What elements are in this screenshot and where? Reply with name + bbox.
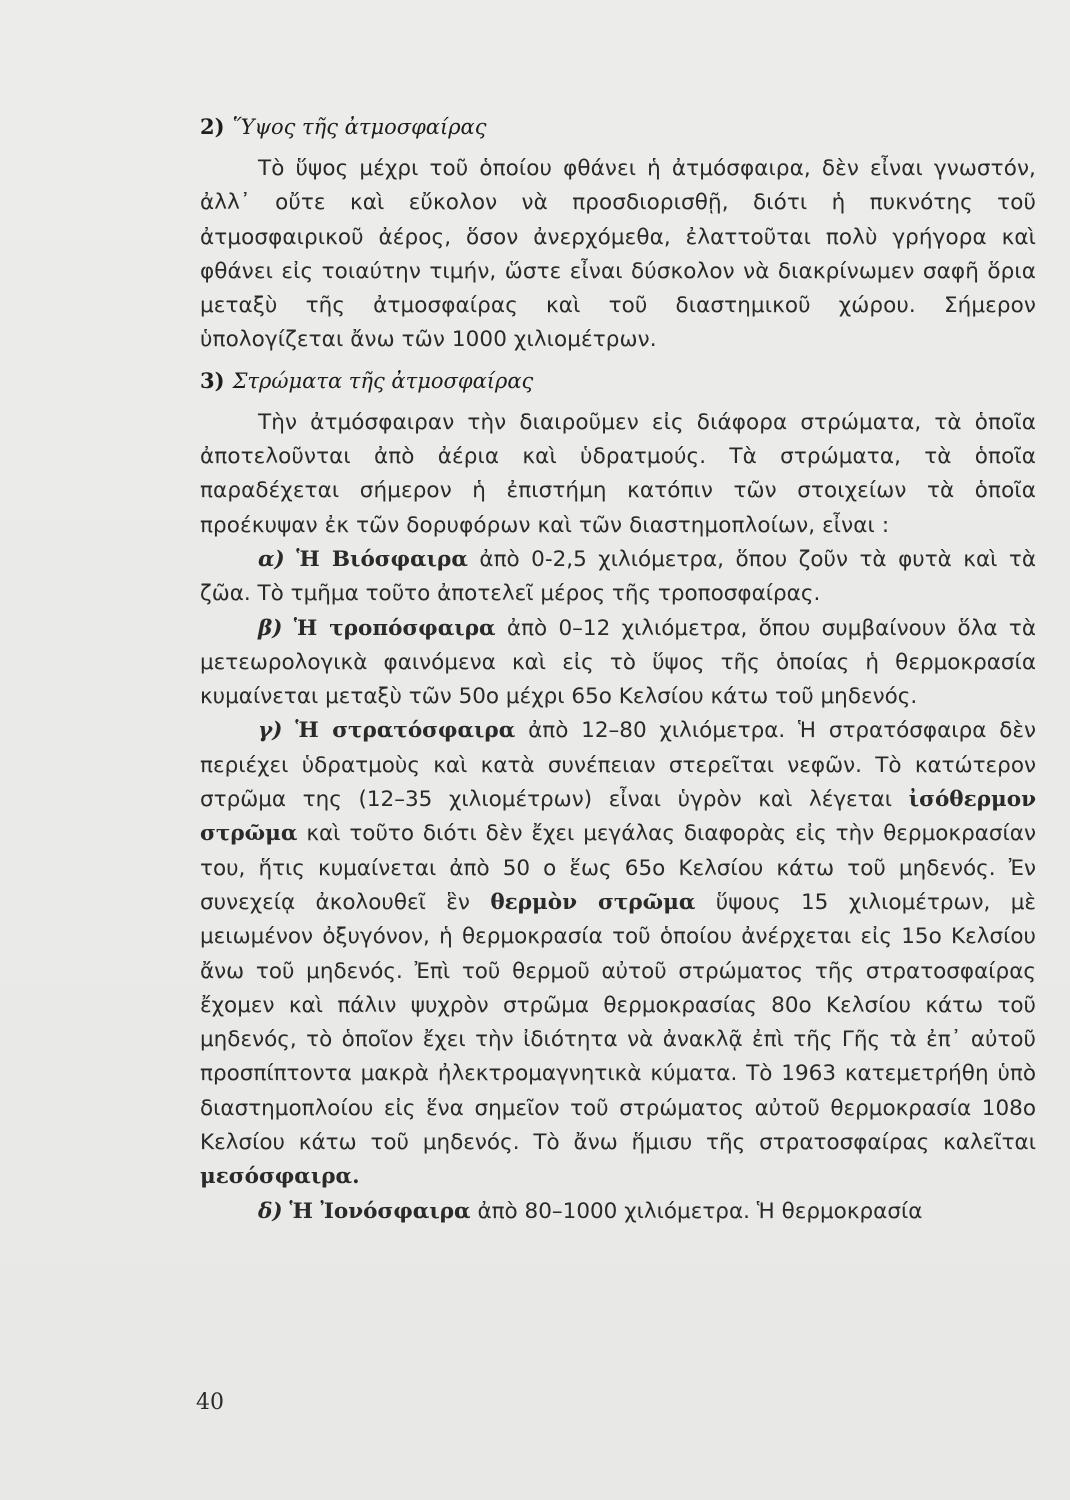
item-b-label: β) bbox=[258, 615, 283, 641]
section-3-heading bbox=[200, 364, 1036, 398]
item-c-text-3: ὕψους 15 χιλιομέτρων, μὲ μειωμένον ὀξυγόνον, ἡ θερμοκρασία τοῦ ὁποίου ἀνέρχεται εἰς 15ο Κελσίου ἄνω τοῦ μηδενός. Ἐπὶ τοῦ θερμοῦ αὐτοῦ στρώματος τῆς στρατοσφαίρας ἔχομεν καὶ πάλιν ψυχρὸν στρῶμα θερμοκρασίας 80ο Κελσίου κάτω τοῦ μηδενός, τὸ ὁποῖον ἔχει τὴν ἰδιότητα νὰ ἀνακλᾷ ἐπὶ τῆς Γῆς τὰ ἐπ᾽ αὐτοῦ προσπίπτοντα μακρὰ ἠλεκτρομαγνητικὰ κύματα. Τὸ 1963 κατεμετρήθη ὑπὸ διαστημοπλοίου εἰς ἕνα σημεῖον τοῦ στρώματος αὐτοῦ θερμοκρασία 108ο Κελσίου κάτω τοῦ μηδενός. Τὸ ἄνω ἥμισυ τῆς στρατοσφαίρας καλεῖται bbox=[200, 889, 1036, 1156]
section-2-heading bbox=[200, 110, 1036, 144]
item-b-name: Ἡ τροπόσφαιρα bbox=[293, 615, 496, 641]
section-3-paragraph: Τὴν ἀτμόσφαιραν τὴν διαιροῦμεν εἰς διάφορα στρώματα, τὰ ὁποῖα ἀποτελοῦνται ἀπὸ ἀέρια καὶ ὑδρατμούς. Τὰ στρώματα, τὰ ὁποῖα παραδέχεται σήμερον ἡ ἐπιστήμη κατόπιν τῶν στοιχείων τὰ ὁποῖα προέκυψαν ἐκ τῶν δορυφόρων καὶ τῶν διαστημοπλοίων, εἶναι : bbox=[200, 409, 1036, 538]
page-content bbox=[200, 110, 1036, 1229]
item-c-text-1: ἀπὸ 12–80 χιλιόμετρα. Ἡ στρατόσφαιρα δὲν περιέχει ὑδρατμοὺς καὶ κατὰ συνέπειαν στερεῖται νεφῶν. Τὸ κατώτερον στρῶμα της (12–35 χιλιομέτρων) εἶναι ὑγρὸν καὶ λέγεται bbox=[200, 718, 1036, 813]
layer-item-biosphere bbox=[200, 543, 1036, 612]
section-3-number: 3) bbox=[200, 367, 225, 393]
section-2-title: Ὕψος τῆς ἀτμοσφαίρας bbox=[232, 115, 487, 139]
item-c-text-2: καὶ τοῦτο διότι δὲν ἔχει μεγάλας διαφορὰς εἰς τὴν θερμοκρασίαν του, ἥτις κυμαίνεται ἀπὸ 50 ο ἕως 65ο Κελσίου κάτω τοῦ μηδενός. Ἐν συνεχείᾳ ἀκολουθεῖ ἓν bbox=[200, 821, 1036, 915]
section-2-number: 2) bbox=[200, 114, 225, 139]
layer-item-ionosphere bbox=[200, 1195, 1036, 1229]
item-a-name: Ἡ Βιόσφαιρα bbox=[296, 546, 468, 572]
term-isothermal-layer: ἰσόθερμον στρῶμα bbox=[200, 787, 1036, 847]
term-mesosphere: μεσόσφαιρα. bbox=[200, 1164, 360, 1190]
layer-item-troposphere bbox=[200, 612, 1036, 715]
section-2-paragraph: Τὸ ὕψος μέχρι τοῦ ὁποίου φθάνει ἡ ἀτμόσφαιρα, δὲν εἶναι γνωστόν, ἀλλ᾽ οὔτε καὶ εὔκολον νὰ προσδιορισθῇ, διότι ἡ πυκνότης τοῦ ἀτμοσφαιρικοῦ ἀέρος, ὅσον ἀνερχόμεθα, ἐλαττοῦται πολὺ γρήγορα καὶ φθάνει εἰς τοιαύτην τιμήν, ὥστε εἶναι δύσκολον νὰ διακρίνωμεν σαφῆ ὅρια μεταξὺ τῆς ἀτμοσφαίρας καὶ τοῦ διαστημικοῦ χώρου. Σήμερον ὑπολογίζεται ἄνω τῶν 1000 χιλιομέτρων. bbox=[200, 156, 1036, 353]
layer-item-stratosphere bbox=[200, 714, 1036, 1194]
item-c-label: γ) bbox=[258, 718, 283, 744]
item-d-text: ἀπὸ 80–1000 χιλιόμετρα. Ἡ θερμοκρασία bbox=[477, 1198, 923, 1224]
item-d-label: δ) bbox=[258, 1198, 283, 1224]
item-b-text: ἀπὸ 0–12 χιλιόμετρα, ὅπου συμβαίνουν ὅλα τὰ μετεωρολογικὰ φαινόμενα καὶ εἰς τὸ ὕψος τῆς ὁποίας ἡ θερμοκρασία κυμαίνεται μεταξὺ τῶν 50ο μέχρι 65ο Κελσίου κάτω τοῦ μηδενός. bbox=[200, 615, 1036, 710]
section-3-title: Στρώματα τῆς ἀτμοσφαίρας bbox=[232, 368, 534, 393]
item-c-name: Ἡ στρατόσφαιρα bbox=[295, 718, 516, 744]
item-d-name: Ἡ Ἰονόσφαιρα bbox=[289, 1198, 471, 1224]
page-number: 40 bbox=[196, 1390, 224, 1415]
item-a-label: α) bbox=[258, 546, 285, 572]
item-a-text: ἀπὸ 0-2,5 χιλιόμετρα, ὅπου ζοῦν τὰ φυτὰ καὶ τὰ ζῶα. Τὸ τμῆμα τοῦτο ἀποτελεῖ μέρος τῆς τροποσφαίρας. bbox=[200, 546, 1037, 607]
term-warm-layer: θερμὸν στρῶμα bbox=[490, 889, 696, 915]
